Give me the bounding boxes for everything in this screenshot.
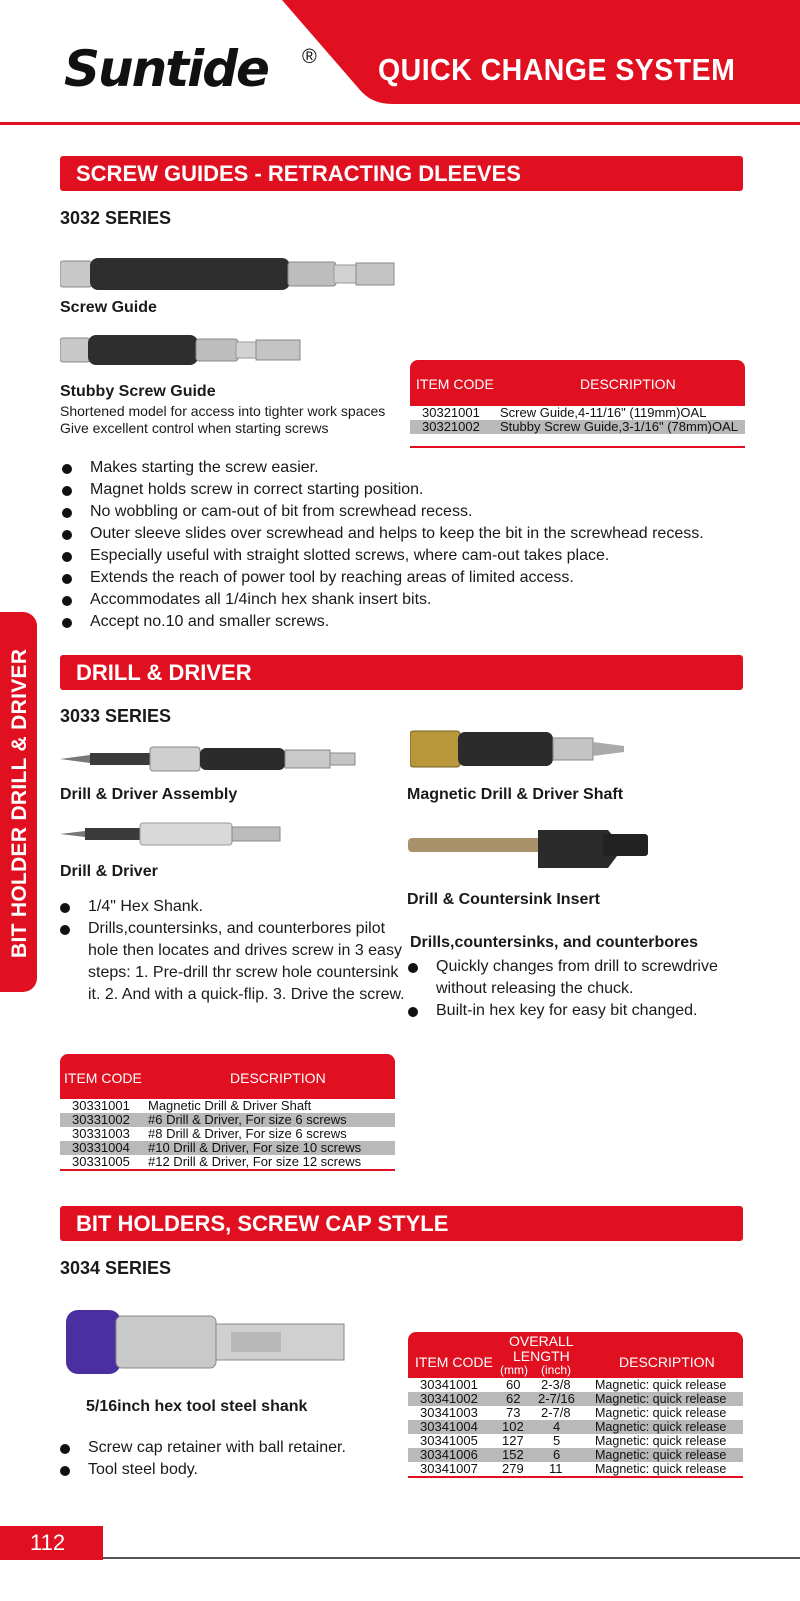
list-item: Makes starting the screw easier.	[60, 457, 760, 479]
table-row	[60, 1113, 395, 1127]
list-item: Screw cap retainer with ball retainer.	[58, 1437, 398, 1459]
section-title-drill-driver: DRILL & DRIVER	[60, 655, 743, 690]
cell-description: Magnetic: quick release	[595, 1434, 727, 1448]
cell-item-code: 30341003	[420, 1405, 478, 1420]
product-label-hex-shank: 5/16inch hex tool steel shank	[86, 1398, 308, 1415]
cell-item-code: 30331001	[72, 1098, 130, 1113]
col-header-description: DESCRIPTION	[580, 376, 676, 392]
product-label-magnetic-drill-driver-shaft: Magnetic Drill & Driver Shaft	[407, 786, 624, 803]
cell-mm: 127	[502, 1433, 524, 1448]
drill-driver-table	[60, 1054, 395, 1171]
cell-description: Magnetic: quick release	[595, 1392, 727, 1406]
col-header-length: LENGTH	[513, 1348, 570, 1364]
magnetic-drill-driver-shaft-image	[410, 728, 625, 770]
cell-item-code: 30341004	[420, 1419, 478, 1434]
stubby-desc-line-1: Shortened model for access into tighter work spaces	[60, 403, 386, 419]
list-item: Outer sleeve slides over screwhead and helps to keep the bit in the screwhead recess.	[60, 523, 760, 545]
header-divider	[0, 122, 800, 125]
bit-holder-image	[66, 1310, 346, 1374]
stubby-desc-line-2: Give excellent control when starting screws	[60, 420, 329, 436]
col-header-overall: OVERALL	[509, 1333, 574, 1349]
drill-driver-features-right	[406, 956, 766, 1022]
table-header	[408, 1332, 743, 1378]
list-item: Magnet holds screw in correct starting position.	[60, 479, 760, 501]
cell-mm: 102	[502, 1419, 524, 1434]
section-title-bit-holders: BIT HOLDERS, SCREW CAP STYLE	[60, 1206, 743, 1241]
cell-description: Magnetic Drill & Driver Shaft	[148, 1098, 312, 1113]
col-header-description: DESCRIPTION	[230, 1070, 326, 1086]
cell-description: Magnetic: quick release	[595, 1448, 727, 1462]
list-item: Built-in hex key for easy bit changed.	[406, 1000, 766, 1022]
product-label-screw-guide: Screw Guide	[60, 299, 157, 316]
side-tab-label: BIT HOLDER DRILL & DRIVER	[8, 648, 31, 958]
table-row	[410, 420, 745, 434]
bit-holder-features	[58, 1437, 398, 1481]
cell-description: Stubby Screw Guide,3-1/16" (78mm)OAL	[500, 419, 738, 434]
drill-driver-image	[60, 821, 282, 847]
table-bottom-rule	[410, 446, 745, 448]
cell-item-code: 30331005	[72, 1154, 130, 1169]
product-label-drill-driver: Drill & Driver	[60, 863, 158, 880]
cell-description: #10 Drill & Driver, For size 10 screws	[148, 1140, 362, 1155]
page-header	[0, 0, 800, 104]
table-row	[408, 1462, 743, 1476]
product-label-drill-driver-assembly: Drill & Driver Assembly	[60, 786, 238, 803]
cell-inch: 5	[553, 1433, 561, 1448]
cell-mm: 279	[502, 1461, 524, 1476]
cell-description: Magnetic: quick release	[595, 1462, 727, 1476]
cell-item-code: 30331002	[72, 1112, 130, 1127]
cell-item-code: 30341005	[420, 1433, 478, 1448]
registered-mark: ®	[302, 46, 317, 68]
series-3032: 3032 SERIES	[60, 208, 172, 228]
cell-item-code: 30341002	[420, 1391, 478, 1406]
table-row	[408, 1392, 743, 1406]
table-row	[60, 1155, 395, 1169]
cell-mm: 62	[506, 1391, 521, 1406]
col-header-description: DESCRIPTION	[619, 1354, 715, 1370]
product-label-stubby-screw-guide: Stubby Screw Guide	[60, 383, 216, 400]
cell-description: Magnetic: quick release	[595, 1420, 727, 1434]
screw-guide-image	[60, 256, 395, 290]
footer-rule	[103, 1557, 800, 1559]
cell-item-code: 30341006	[420, 1447, 478, 1462]
cell-description: #12 Drill & Driver, For size 12 screws	[148, 1154, 362, 1169]
page-number: 112	[0, 1526, 103, 1560]
screw-guide-features	[60, 457, 760, 633]
table-bottom-rule	[60, 1169, 395, 1171]
cell-mm: 152	[502, 1447, 524, 1462]
cell-description: Screw Guide,4-11/16" (119mm)OAL	[500, 405, 707, 420]
list-item: Accommodates all 1/4inch hex shank insert bits.	[60, 589, 760, 611]
drill-countersink-insert-image	[408, 824, 653, 872]
table-row	[408, 1378, 743, 1392]
list-item: No wobbling or cam-out of bit from screwhead recess.	[60, 501, 760, 523]
col-header-inch: (inch)	[541, 1363, 572, 1377]
drill-countersink-subheading: Drills,countersinks, and counterbores	[410, 934, 699, 951]
col-header-item-code: ITEM CODE	[64, 1070, 142, 1086]
table-row	[408, 1448, 743, 1462]
cell-inch: 2-7/16	[538, 1391, 575, 1406]
table-bottom-rule	[408, 1476, 743, 1478]
table-header	[60, 1054, 395, 1099]
col-header-mm: (mm)	[500, 1363, 528, 1377]
cell-description: Magnetic: quick release	[595, 1378, 727, 1392]
cell-inch: 6	[553, 1447, 561, 1462]
cell-item-code: 30331003	[72, 1126, 130, 1141]
cell-mm: 60	[506, 1377, 521, 1392]
cell-inch: 2-3/8	[541, 1377, 571, 1392]
cell-inch: 11	[549, 1461, 563, 1476]
list-item: Drills,countersinks, and counterbores pilot hole then locates and drives screw in 3 easy steps: 1. Pre-drill thr screw hole countersink it. 2. And with a quick-flip. 3. Drive the screw.	[58, 918, 408, 1006]
cell-item-code: 30341001	[420, 1377, 478, 1392]
cell-inch: 2-7/8	[541, 1405, 571, 1420]
table-row	[60, 1127, 395, 1141]
page-title: QUICK CHANGE SYSTEM	[378, 52, 736, 87]
list-item: Especially useful with straight slotted screws, where cam-out takes place.	[60, 545, 760, 567]
table-row	[408, 1420, 743, 1434]
stubby-screw-guide-image	[60, 334, 302, 366]
section-title-screw-guides: SCREW GUIDES - RETRACTING DLEEVES	[60, 156, 743, 191]
table-row	[408, 1406, 743, 1420]
col-header-item-code: ITEM CODE	[415, 1354, 493, 1370]
cell-item-code: 30331004	[72, 1140, 130, 1155]
product-label-drill-countersink-insert: Drill & Countersink Insert	[407, 891, 600, 908]
brand-logo: Suntide	[64, 40, 268, 98]
cell-inch: 4	[553, 1419, 561, 1434]
screw-guide-table	[410, 360, 745, 448]
cell-item-code: 30321002	[422, 419, 480, 434]
cell-mm: 73	[506, 1405, 521, 1420]
cell-description: Magnetic: quick release	[595, 1406, 727, 1420]
list-item: Quickly changes from drill to screwdrive without releasing the chuck.	[406, 956, 766, 1000]
table-row	[60, 1141, 395, 1155]
list-item: Accept no.10 and smaller screws.	[60, 611, 760, 633]
drill-driver-features-left	[58, 896, 408, 1006]
table-row	[408, 1434, 743, 1448]
table-row	[60, 1099, 395, 1113]
cell-description: #6 Drill & Driver, For size 6 screws	[148, 1112, 347, 1127]
series-3034: 3034 SERIES	[60, 1258, 172, 1278]
list-item: 1/4" Hex Shank.	[58, 896, 408, 918]
series-3033: 3033 SERIES	[60, 706, 172, 726]
col-header-item-code: ITEM CODE	[416, 376, 494, 392]
list-item: Extends the reach of power tool by reaching areas of limited access.	[60, 567, 760, 589]
cell-item-code: 30321001	[422, 405, 480, 420]
cell-description: #8 Drill & Driver, For size 6 screws	[148, 1126, 347, 1141]
bit-holder-table	[408, 1332, 743, 1478]
table-row	[410, 406, 745, 420]
table-header	[410, 360, 745, 406]
cell-item-code: 30341007	[420, 1461, 478, 1476]
drill-driver-assembly-image	[60, 744, 360, 774]
list-item: Tool steel body.	[58, 1459, 398, 1481]
